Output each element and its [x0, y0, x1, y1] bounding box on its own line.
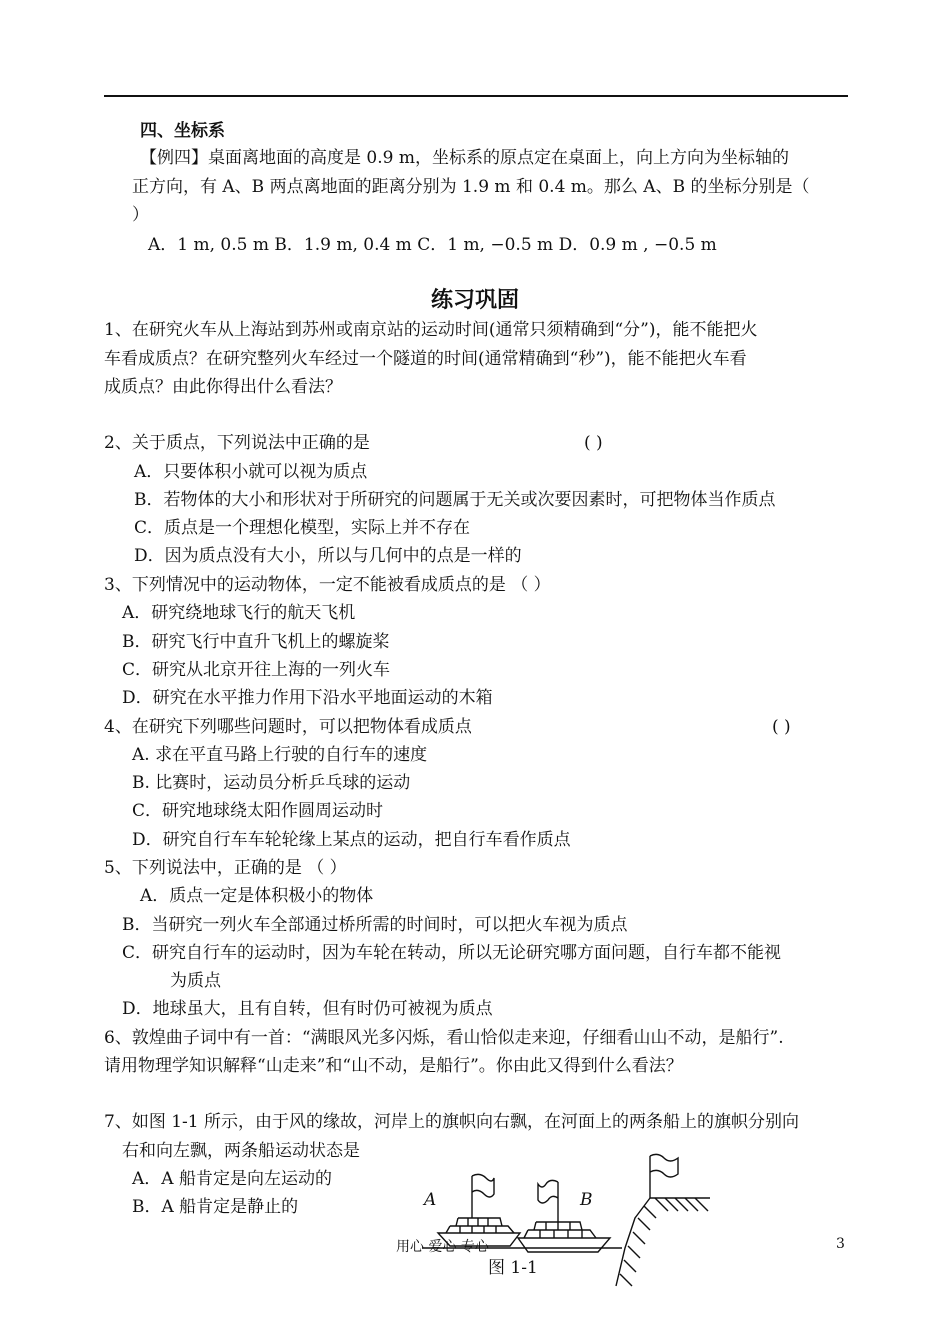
- q4-answer-paren: ( ): [772, 717, 791, 737]
- q2-option-b: B．若物体的大小和形状对于所研究的问题属于无关或次要因素时，可把物体当作质点: [134, 490, 776, 510]
- q2-stem: 2、关于质点，下列说法中正确的是: [104, 433, 370, 453]
- q3-option-c: C．研究从北京开往上海的一列火车: [122, 660, 391, 680]
- figure-label-b: B: [580, 1190, 593, 1210]
- boat-b: [518, 1180, 610, 1252]
- example-line-2: 正方向，有 A、B 两点离地面的距离分别为 1.9 m 和 0.4 m。那么 A、B 的坐标分别是（: [132, 177, 810, 197]
- q6-line-2: 请用物理学知识解释“山走来”和“山不动，是船行”。你由此又得到什么看法？: [104, 1056, 683, 1076]
- section-heading: 四、坐标系: [140, 121, 225, 141]
- river-bank: [616, 1154, 710, 1286]
- q2-option-c: C．质点是一个理想化模型，实际上并不存在: [134, 518, 471, 538]
- q4-stem: 4、在研究下列哪些问题时，可以把物体看成质点: [104, 717, 472, 737]
- q1-line-1: 1、在研究火车从上海站到苏州或南京站的运动时间(通常只须精确到“分”)，能不能把火: [104, 320, 758, 340]
- q5-option-c-line-1: C．研究自行车的运动时，因为车轮在转动，所以无论研究哪方面问题，自行车都不能视: [122, 943, 782, 963]
- q7-option-b: B．A 船肯定是静止的: [132, 1197, 299, 1217]
- q5-stem: 5、下列说法中，正确的是 （ ）: [104, 858, 347, 878]
- q3-option-b: B．研究飞行中直升飞机上的螺旋桨: [122, 632, 390, 652]
- q7-option-a: A．A 船肯定是向左运动的: [132, 1169, 332, 1189]
- q5-option-d: D．地球虽大，且有自转，但有时仍可被视为质点: [122, 999, 493, 1019]
- q3-stem: 3、下列情况中的运动物体，一定不能被看成质点的是 （ ）: [104, 575, 551, 595]
- q4-option-b: B. 比赛时，运动员分析乒乓球的运动: [132, 773, 411, 793]
- example-line-1: 【例四】桌面离地面的高度是 0.9 m，坐标系的原点定在桌面上，向上方向为坐标轴的: [140, 148, 789, 168]
- q4-option-d: D．研究自行车车轮轮缘上某点的运动，把自行车看作质点: [132, 830, 571, 850]
- q4-option-a: A. 求在平直马路上行驶的自行车的速度: [132, 745, 428, 765]
- q3-option-d: D．研究在水平推力作用下沿水平地面运动的木箱: [122, 688, 493, 708]
- page-number: 3: [836, 1236, 845, 1252]
- q2-answer-paren: ( ): [584, 433, 603, 453]
- q5-option-c-line-2: 为质点: [170, 971, 221, 991]
- q2-option-d: D．因为质点没有大小，所以与几何中的点是一样的: [134, 546, 522, 566]
- q6-line-1: 6、敦煌曲子词中有一首：“满眼风光多闪烁，看山恰似走来迎，仔细看山山不动，是船行”.: [104, 1028, 784, 1048]
- header-rule: [104, 95, 848, 97]
- q5-option-a: A．质点一定是体积极小的物体: [140, 886, 374, 906]
- q5-option-b: B．当研究一列火车全部通过桥所需的时间时，可以把火车视为质点: [122, 915, 628, 935]
- figure-1-1: [410, 1148, 720, 1288]
- figure-label-a: A: [424, 1190, 437, 1210]
- q2-option-a: A．只要体积小就可以视为质点: [134, 462, 368, 482]
- q3-option-a: A．研究绕地球飞行的航天飞机: [122, 603, 356, 623]
- q1-line-2: 车看成质点？在研究整列火车经过一个隧道的时间(通常精确到“秒”)，能不能把火车看: [104, 349, 747, 369]
- q7-line-2: 右和向左飘，两条船运动状态是: [122, 1141, 360, 1161]
- q4-option-c: C．研究地球绕太阳作圆周运动时: [132, 801, 384, 821]
- example-options: A．1 m, 0.5 m B．1.9 m, 0.4 m C．1 m, −0.5 m D．0.9 m , −0.5 m: [148, 235, 717, 255]
- q1-line-3: 成质点？由此你得出什么看法？: [104, 377, 342, 397]
- footer-motto: 用心 爱心 专心: [396, 1239, 489, 1255]
- practice-title: 练习巩固: [430, 288, 519, 313]
- q7-line-1: 7、如图 1-1 所示，由于风的缘故，河岸上的旗帜向右飘，在河面上的两条船上的旗帜分别向: [104, 1112, 799, 1132]
- example-line-3: ）: [132, 205, 149, 225]
- figure-caption: 图 1-1: [488, 1258, 538, 1278]
